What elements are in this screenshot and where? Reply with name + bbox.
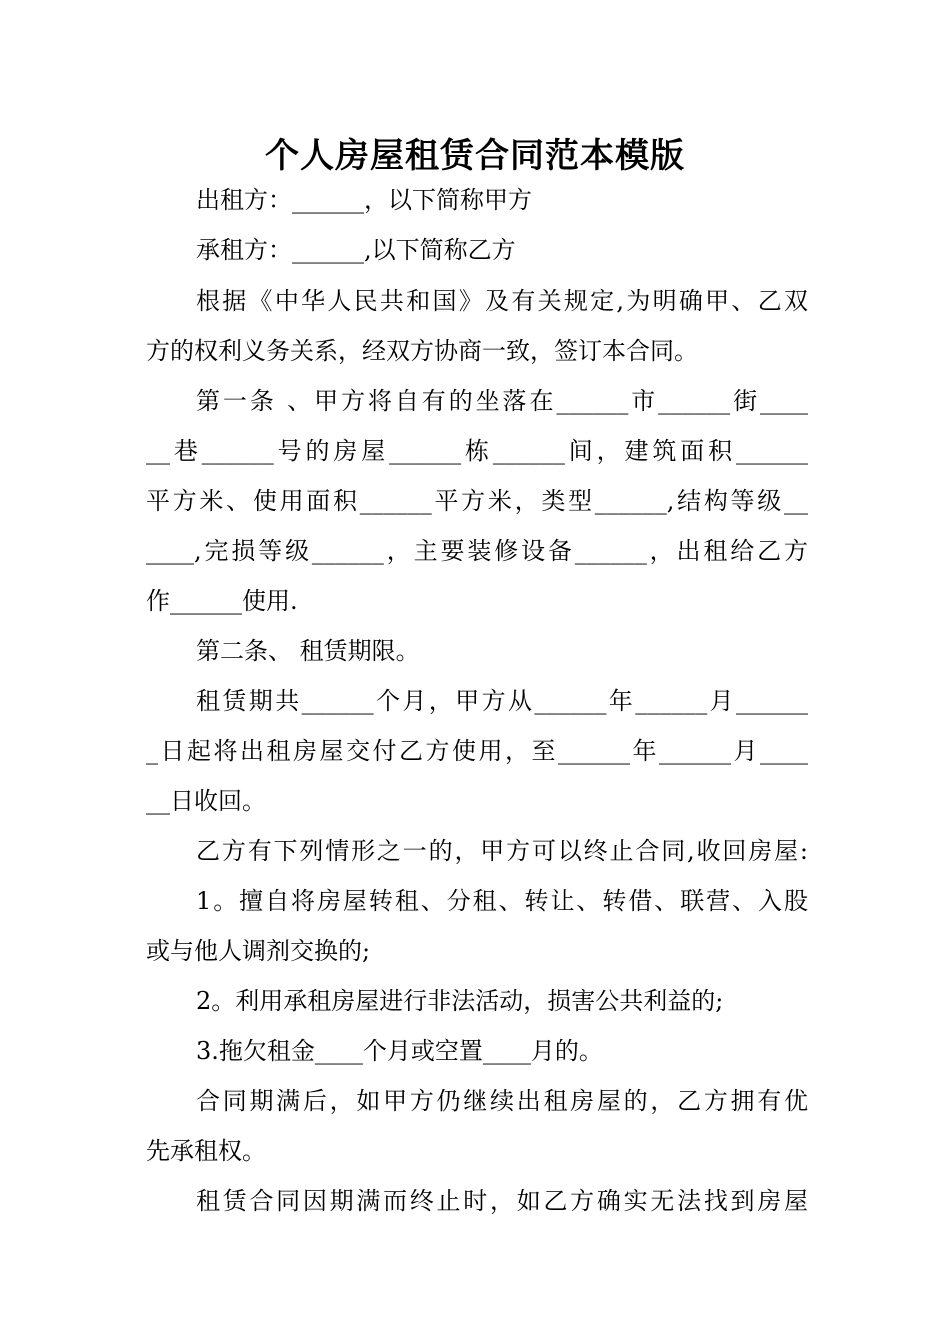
article-1-line-1: 第一条 、甲方将自有的坐落在______市______街____ — [196, 387, 808, 415]
term-line-2: _日起将出租房屋交付乙方使用，至______年______月____ — [146, 737, 808, 765]
termination-item-1-line-1: 1。擅自将房屋转租、分租、转让、转借、联营、入股 — [196, 887, 808, 915]
priority-line-2: 先承租权。 — [146, 1137, 266, 1165]
termination-item-2: 2。利用承租房屋进行非法活动，损害公共利益的; — [196, 987, 724, 1015]
article-2-heading: 第二条、 租赁期限。 — [196, 637, 420, 665]
article-1-line-4: ____,完损等级______，主要装修设备______，出租给乙方 — [146, 537, 808, 565]
article-1-line-2: __巷______号的房屋______栋______间，建筑面积______ — [146, 437, 808, 465]
document-title: 个人房屋租赁合同范本模版 — [265, 136, 685, 176]
termination-intro: 乙方有下列情形之一的，甲方可以终止合同,收回房屋: — [196, 837, 808, 865]
lessee-line: 承租方：______,以下简称乙方 — [196, 236, 516, 264]
article-1-line-5: 作______使用. — [146, 587, 298, 615]
expiry-line-1: 租赁合同因期满而终止时，如乙方确实无法找到房屋 — [196, 1187, 808, 1215]
termination-item-1-line-2: 或与他人调剂交换的; — [146, 937, 371, 965]
priority-line-1: 合同期满后，如甲方仍继续出租房屋的，乙方拥有优 — [196, 1087, 808, 1115]
lessor-line: 出租方：______，以下简称甲方 — [196, 186, 532, 214]
preamble-line-1: 根据《中华人民共和国》及有关规定,为明确甲、乙双 — [196, 287, 808, 315]
term-line-3: __日收回。 — [146, 787, 266, 815]
termination-item-3: 3.拖欠租金____个月或空置____月的。 — [196, 1037, 603, 1065]
preamble-line-2: 方的权利义务关系，经双方协商一致，签订本合同。 — [146, 337, 698, 365]
article-1-line-3: 平方米、使用面积______平方米，类型______,结构等级__ — [146, 487, 808, 515]
term-line-1: 租赁期共______个月，甲方从______年______月______ — [196, 687, 808, 715]
